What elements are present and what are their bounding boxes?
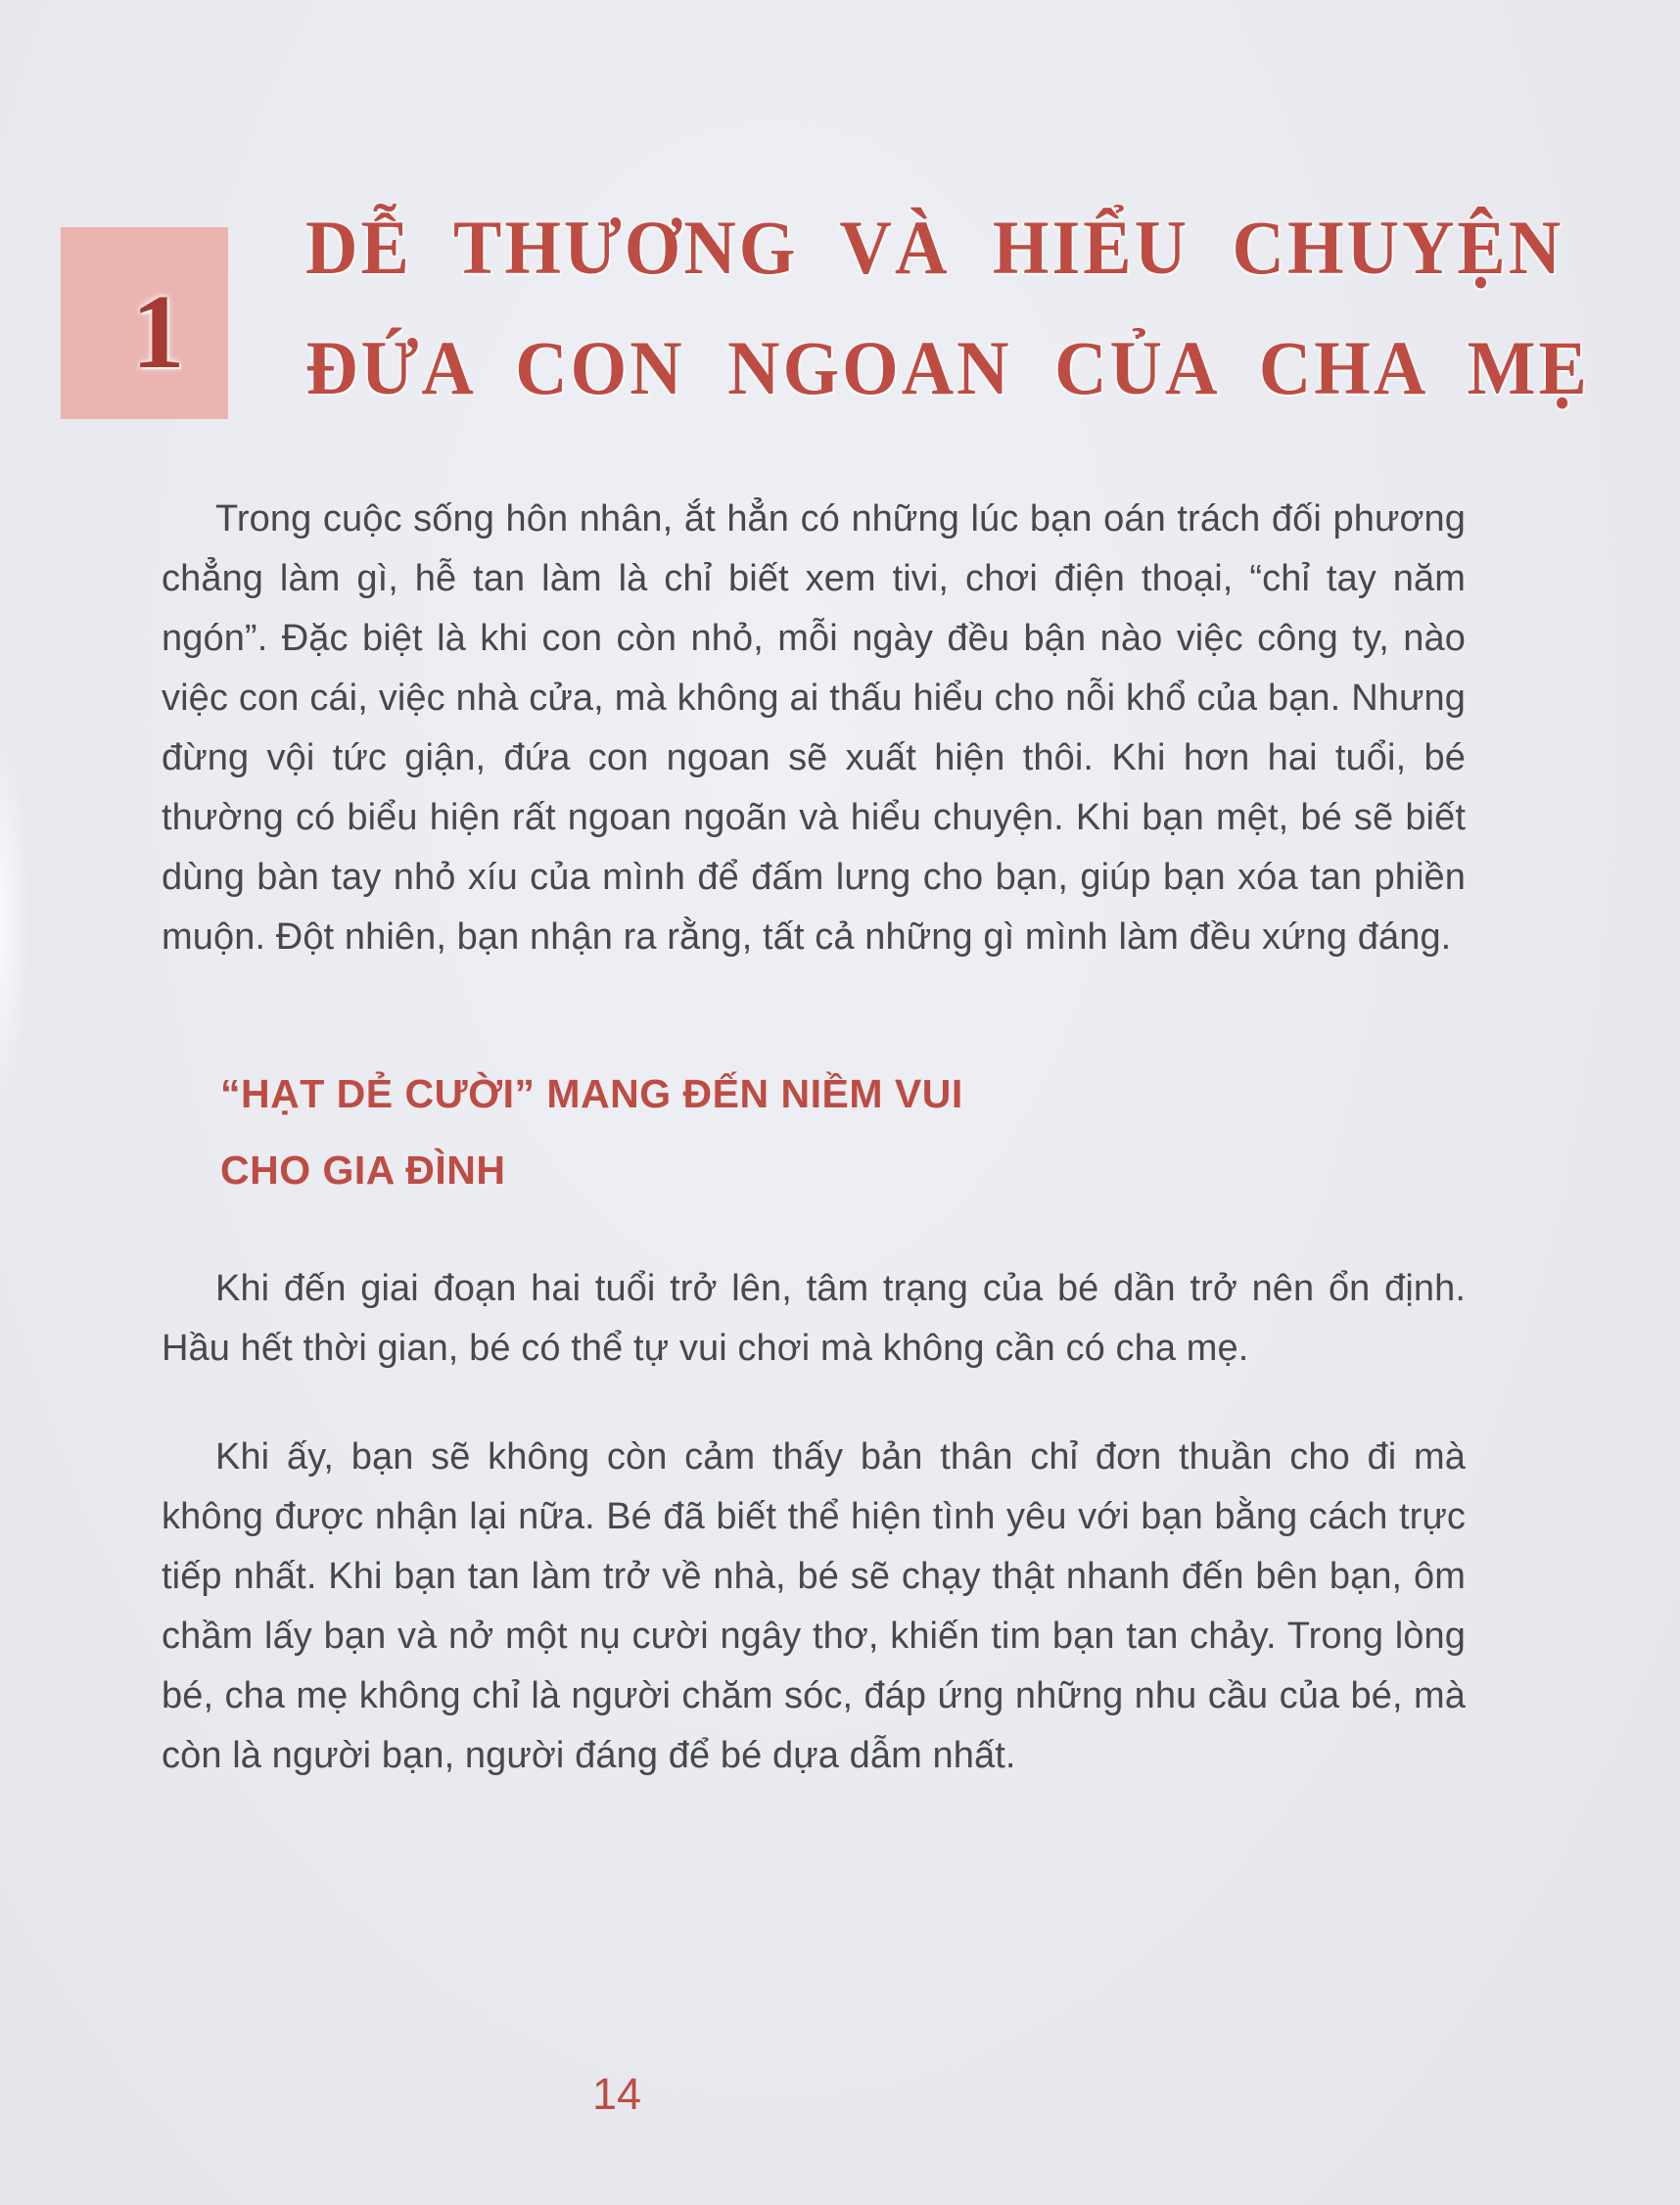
paragraph-intro: Trong cuộc sống hôn nhân, ắt hẳn có những lúc bạn oán trách đối phương chẳng làm gì, hễ tan làm là chỉ biết xem tivi, chơi điện thoại, “chỉ tay năm ngón”. Đặc biệt là khi con còn nhỏ, mỗi ngày đều bận nào việc công ty, nào việc con cái, việc nhà cửa, mà không ai thấu hiểu cho nỗi khổ của bạn. Nhưng đừng vội tức giận, đứa con ngoan sẽ xuất hiện thôi. Khi hơn hai tuổi, bé thường có biểu hiện rất ngoan ngoãn và hiểu chuyện. Khi bạn mệt, bé sẽ biết dùng bàn tay nhỏ xíu của mình để đấm lưng cho bạn, giúp bạn xóa tan phiền muộn. Đột nhiên, bạn nhận ra rằng, tất cả những gì mình làm đều xứng đáng. <box>162 498 1466 958</box>
chapter-number-box <box>61 227 228 419</box>
section-heading-line-1: “HẠT DẺ CƯỜI” MANG ĐẾN NIỀM VUI <box>220 1071 963 1116</box>
page-edge-highlight <box>0 725 31 1116</box>
section-heading-line-2: CHO GIA ĐÌNH <box>220 1148 506 1193</box>
section-heading <box>162 1056 1466 1208</box>
chapter-title-line-2: ĐỨA CON NGOAN CỦA CHA MẸ <box>305 325 1590 411</box>
chapter-title <box>305 188 1590 429</box>
page-content <box>162 490 1466 1786</box>
page-number: 14 <box>591 2069 642 2119</box>
paragraph-three: Khi ấy, bạn sẽ không còn cảm thấy bản thân chỉ đơn thuần cho đi mà không được nhận lại nữa. Bé đã biết thể hiện tình yêu với bạn bằng cách trực tiếp nhất. Khi bạn tan làm trở về nhà, bé sẽ chạy thật nhanh đến bên bạn, ôm chầm lấy bạn và nở một nụ cười ngây thơ, khiến tim bạn tan chảy. Trong lòng bé, cha mẹ không chỉ là người chăm sóc, đáp ứng những nhu cầu của bé, mà còn là người bạn, người đáng để bé dựa dẫm nhất. <box>162 1436 1466 1776</box>
chapter-number: 1 <box>131 274 185 391</box>
chapter-title-line-1: DỄ THƯƠNG VÀ HIỂU CHUYỆN <box>305 206 1564 291</box>
paragraph-two: Khi đến giai đoạn hai tuổi trở lên, tâm trạng của bé dần trở nên ổn định. Hầu hết thời gian, bé có thể tự vui chơi mà không cần có cha mẹ. <box>162 1268 1466 1369</box>
